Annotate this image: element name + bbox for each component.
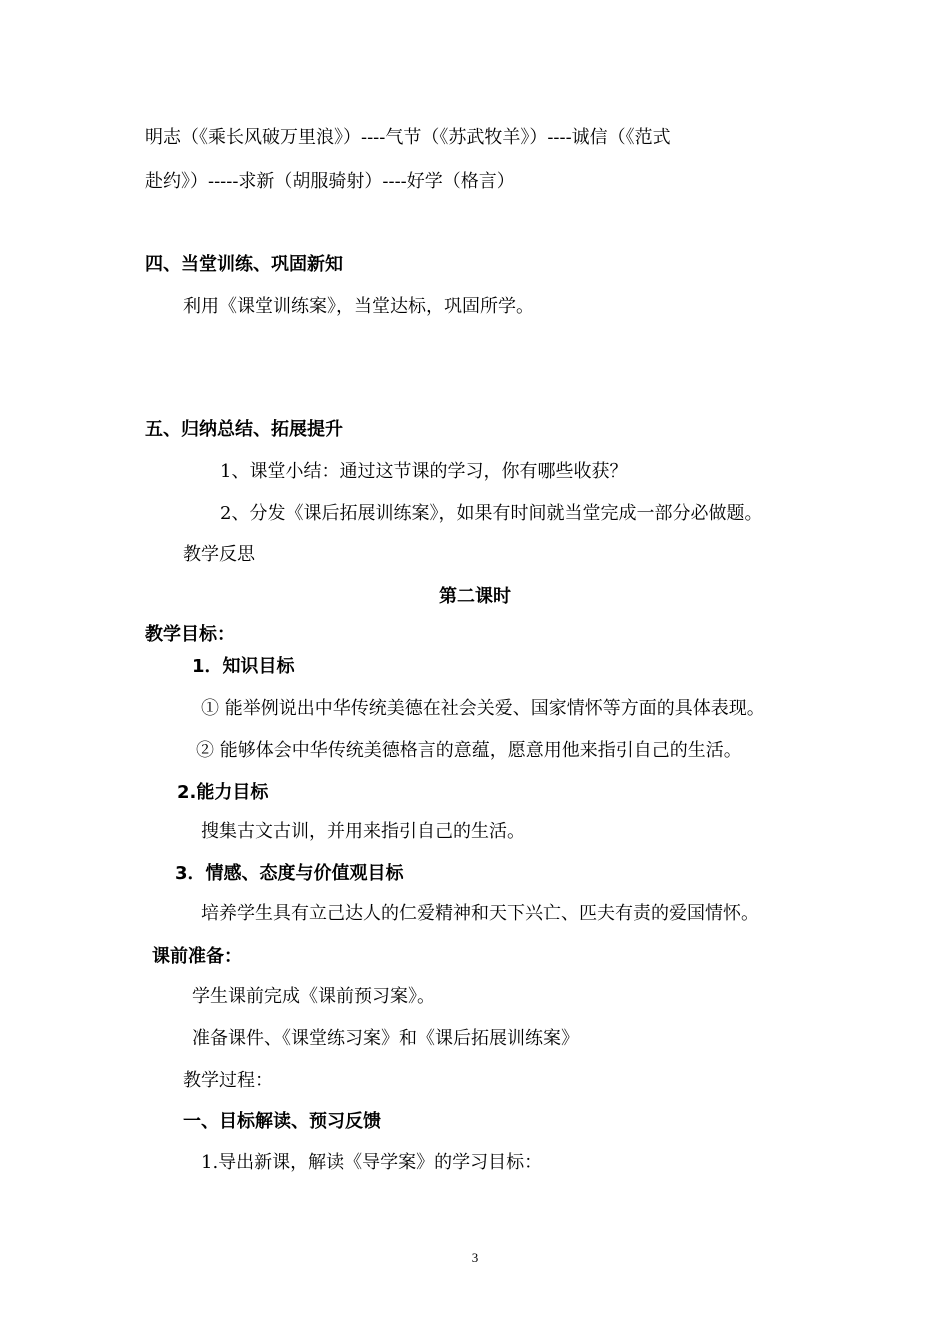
page-number: 3 [471, 1250, 479, 1265]
section-heading: 一、目标解读、预习反馈 [183, 1111, 381, 1132]
text-line: 利用《课堂训练案》，当堂达标，巩固所学。 [183, 296, 534, 317]
text-line: 明志（《乘长风破万里浪》）----气节（《苏武牧羊》）----诚信（《范式 [145, 127, 671, 148]
subsection-heading: 2.能力目标 [177, 782, 269, 803]
text-line: 准备课件、《课堂练习案》和《课后拓展训练案》 [192, 1028, 579, 1049]
text-line: ② 能够体会中华传统美德格言的意蕴，愿意用他来指引自己的生活。 [196, 740, 742, 761]
text-line: 教学过程： [183, 1070, 273, 1091]
text-line: 教学反思 [183, 544, 255, 565]
text-line: 搜集古文古训，并用来指引自己的生活。 [201, 821, 525, 842]
text-line: 2、分发《课后拓展训练案》，如果有时间就当堂完成一部分必做题。 [220, 503, 763, 524]
subsection-heading: 3．情感、态度与价值观目标 [175, 863, 404, 884]
section-heading: 五、归纳总结、拓展提升 [145, 419, 343, 440]
section-heading: 课前准备： [152, 946, 242, 967]
text-line: 学生课前完成《课前预习案》。 [192, 986, 435, 1007]
subsection-heading: 1．知识目标 [192, 656, 295, 677]
section-heading: 四、当堂训练、巩固新知 [145, 254, 343, 275]
text-line: 培养学生具有立己达人的仁爱精神和天下兴亡、匹夫有责的爱国情怀。 [201, 903, 759, 924]
text-line: 赴约》）-----求新（胡服骑射）----好学（格言） [145, 171, 515, 192]
lesson-title: 第二课时 [439, 586, 511, 607]
text-line: 1、课堂小结：通过这节课的学习，你有哪些收获？ [220, 461, 628, 482]
section-heading: 教学目标： [145, 624, 235, 645]
text-line: ① 能举例说出中华传统美德在社会关爱、国家情怀等方面的具体表现。 [201, 698, 765, 719]
text-line: 1.导出新课，解读《导学案》的学习目标： [201, 1152, 543, 1173]
